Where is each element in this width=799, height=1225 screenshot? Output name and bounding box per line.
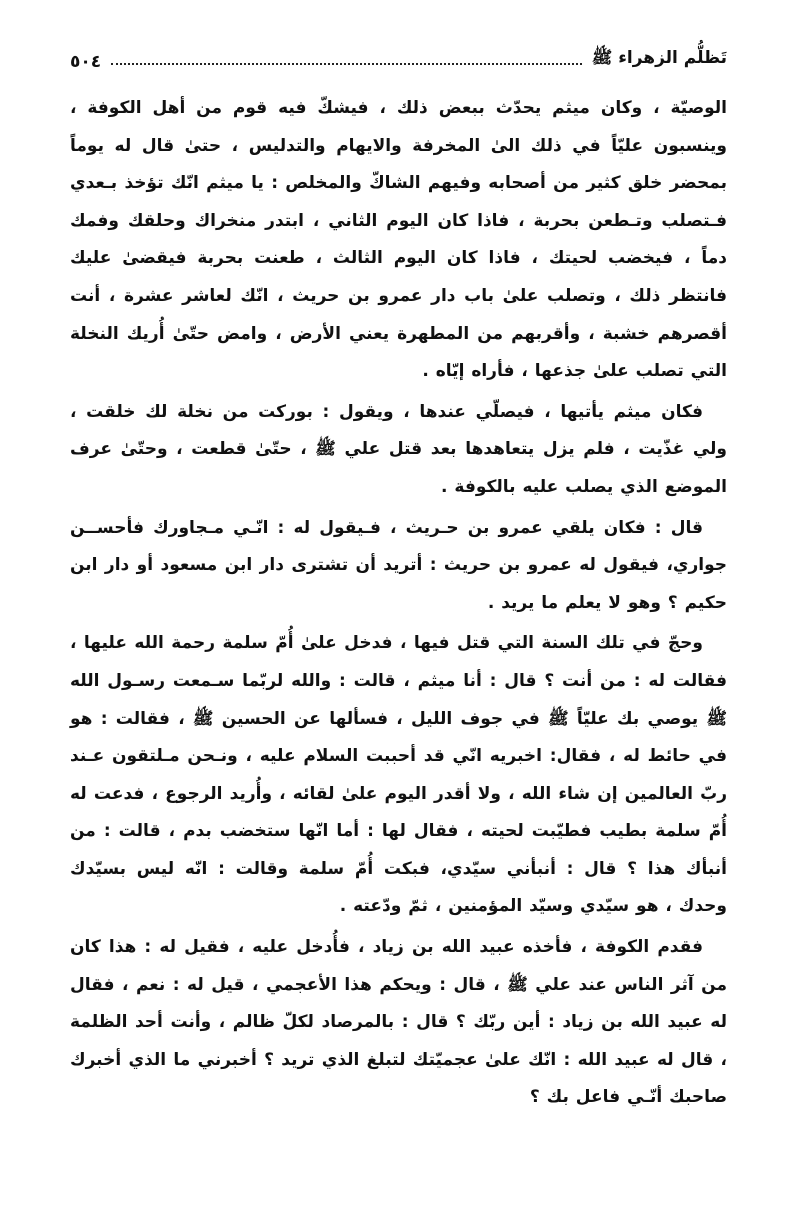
header-dot-leader [111,62,582,65]
page-number: ٥٠٤ [70,52,102,72]
paragraph: الوصيّة ، وكان ميثم يحدّث ببعض ذلك ، فيشكّ فيه قوم من أهل الكوفة ، وينسبون عليّاً في ذلك الىٰ المخرفة والايهام والتدليس ، حتىٰ قال له يوماً بمحضر خلق كثير من أصحابه وفيهم الشاكّ والمخلص : يا ميثم انّك تؤخذ بـعدي فـتصلب وتـطعن بحربة ، فاذا كان اليوم الثاني ، ابتدر منخراك وحلقك وفمك دماً ، فيخضب لحيتك ، فاذا كان اليوم الثالث ، طعنت بحربة فيقضىٰ عليك فانتظر ذلك ، وتصلب علىٰ باب دار عمرو بن حريث ، انّك لعاشر عشرة ، أنت أقصرهم خشبة ، وأقربهم من المطهرة يعني الأرض ، وامض حتّىٰ أُريك النخلة التي تصلب علىٰ جذعها ، فأراه إيّاه . [70,98,727,382]
paragraph: فقدم الكوفة ، فأخذه عبيد الله بن زياد ، فأُدخل عليه ، فقيل له : هذا كان من آثر الناس عند علي ﷺ ، قال : ويحكم هذا الأعجمي ، قيل له : نعم ، فقال له عبيد الله بن زياد : أين ربّك ؟ قال : بالمرصاد لكلّ ظالم ، وأنت أحد الظلمة ، قال له عبيد الله : انّك علىٰ عجميّتك لتبلغ الذي تريد ؟ أخبرني ما الذي أخبرك صاحبك أنّـي فاعل بك ؟ [70,937,727,1108]
paragraph: وحجّ في تلك السنة التي قتل فيها ، فدخل علىٰ أُمّ سلمة رحمة الله عليها ، فقالت له : من أنت ؟ قال : أنا ميثم ، قالت : والله لربّما سـمعت رسـول الله ﷺ يوصي بك عليّاً ﷺ في جوف الليل ، فسألها عن الحسين ﷺ ، فقالت : هو في حائط له ، فقال: اخبريه انّي قد أحببت السلام عليه ، ونـحن مـلتقون عـند ربّ العالمين إن شاء الله ، ولا أقدر اليوم علىٰ لقائه ، وأُريد الرجوع ، فدعت له أُمّ سلمة بطيب فطيّبت لحيته ، فقال لها : أما انّها ستخضب بدم ، قالت : من أنبأك هذا ؟ قال : أنبأني سيّدي، فبكت أُمّ سلمة وقالت : انّه ليس بسيّدك وحدك ، هو سيّدي وسيّد المؤمنين ، ثمّ ودّعته . [70,633,727,917]
paragraph: قال : فكان يلقي عمرو بن حـريث ، فـيقول له : انّـي مـجاورك فأحســن جواري، فيقول له عمرو بن حريث : أتريد أن تشترى دار ابن مسعود أو دار ابن حكيم ؟ وهو لا يعلم ما يريد . [70,517,727,613]
running-title: تَظلُّم الزهراء ﷺ [591,48,727,68]
page-body [70,90,727,1117]
book-page [70,38,727,1185]
paragraph: فكان ميثم يأتيها ، فيصلّي عندها ، ويقول : بوركت من نخلة لك خلقت ، ولي غذّيت ، فلم يزل يتعاهدها بعد قتل علي ﷺ ، حتّىٰ قطعت ، وحتّىٰ عرف الموضع الذي يصلب عليه بالكوفة . [70,401,727,497]
running-header [70,38,727,72]
